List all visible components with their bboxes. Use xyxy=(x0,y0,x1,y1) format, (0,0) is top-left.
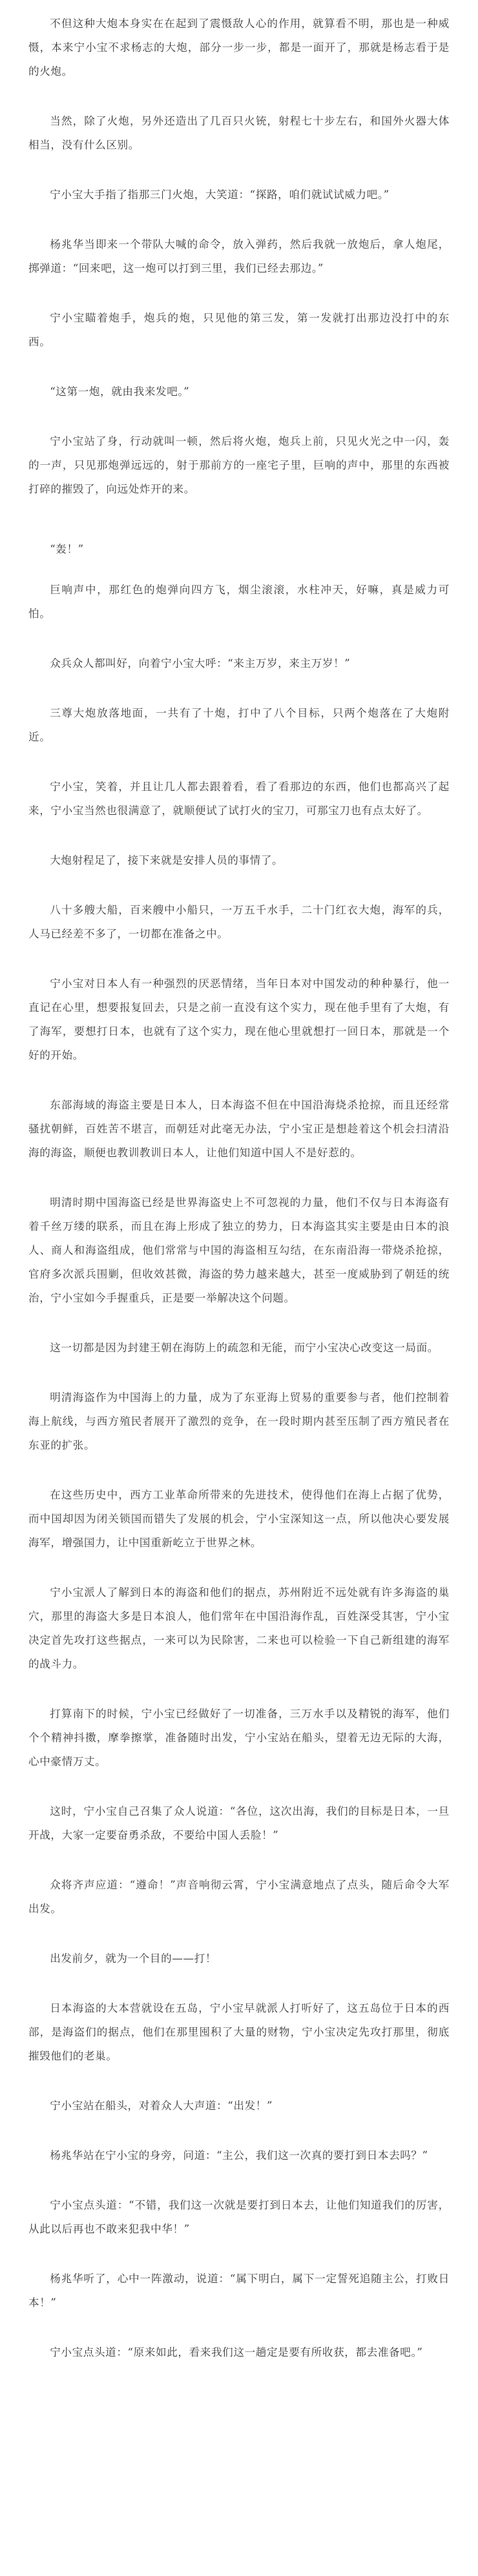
paragraph-20: 在这些历史中，西方工业革命所带来的先进技术，使得他们在海上占据了优势，而中国却因为闭关锁国而错失了发展的机会，宁小宝深知这一点，所以他决心要发展海军，增强国力，让中国重新屹立于世界之林。 xyxy=(28,1489,450,1549)
paragraph-11: 三尊大炮放落地面，一共有了十炮，打中了八个目标，只两个炮落在了大炮附近。 xyxy=(28,707,450,743)
paragraph-23: 这时，宁小宝自己召集了众人说道：“各位，这次出海，我们的目标是日本，一旦开战，大家一定要奋勇杀敌，不要给中国人丢脸！” xyxy=(28,1805,450,1841)
paragraph-26: 日本海盗的大本营就设在五岛，宁小宝早就派人打听好了，这五岛位于日本的西部，是海盗们的据点，他们在那里囤积了大量的财物，宁小宝决定先攻打那里，彻底摧毁他们的老巢。 xyxy=(28,2002,450,2062)
paragraph-24: 众将齐声应道：“遵命！”声音响彻云霄，宁小宝满意地点了点头，随后命令大军出发。 xyxy=(28,1879,450,1915)
paragraph-31: 宁小宝点头道：“原来如此，看来我们这一趟定是要有所收获，都去准备吧。” xyxy=(50,2346,423,2358)
paragraph-19: 明清海盗作为中国海上的力量，成为了东亚海上贸易的重要参与者，他们控制着海上航线，与西方殖民者展开了激烈的竞争，在一段时期内甚至压制了西方殖民者在东亚的扩张。 xyxy=(28,1391,450,1451)
paragraph-15: 宁小宝对日本人有一种强烈的厌恶情绪，当年日本对中国发动的种种暴行，他一直记在心里，想要报复回去，只是之前一直没有这个实力，现在他手里有了大炮，有了海军，要想打日本，也就有了这个实力，现在他心里就想打一回日本，那就是一个好的开始。 xyxy=(28,977,450,1061)
paragraph-25: 出发前夕，就为一个目的——打！ xyxy=(50,1952,217,1965)
paragraph-21: 宁小宝派人了解到日本的海盗和他们的据点，苏州附近不远处就有许多海盗的巢穴，那里的海盗大多是日本浪人，他们常年在中国沿海作乱，百姓深受其害，宁小宝决定首先攻打这些据点，一来可以为民除害，二来也可以检验一下自己新组建的海军的战斗力。 xyxy=(28,1586,450,1670)
paragraph-18: 这一切都是因为封建王朝在海防上的疏忽和无能，而宁小宝决心改变这一局面。 xyxy=(50,1342,439,1354)
paragraph-10: 众兵众人都叫好，向着宁小宝大呼：“来主万岁，来主万岁！” xyxy=(50,657,351,670)
paragraph-17: 明清时期中国海盗已经是世界海盗史上不可忽视的力量，他们不仅与日本海盗有着千丝万缕的联系，而且在海上形成了独立的势力，日本海盗其实主要是由日本的浪人、商人和海盗组成，他们常常与中国的海盗相互勾结，在东南沿海一带烧杀抢掠，官府多次派兵围剿，但收效甚微，海盗的势力越来越大，甚至一度威胁到了朝廷的统治，宁小宝如今手握重兵，正是要一举解决这个问题。 xyxy=(28,1196,450,1304)
paragraph-14: 八十多艘大船，百来艘中小船只，一万五千水手，二十门红衣大炮，海军的兵，人马已经差不多了，一切都在准备之中。 xyxy=(28,904,450,940)
paragraph-28: 杨兆华站在宁小宝的身旁，问道：“主公，我们这一次真的要打到日本去吗？” xyxy=(50,2149,428,2162)
paragraph-8: “轰！” xyxy=(50,543,84,555)
paragraph-5: 宁小宝瞄着炮手，炮兵的炮，只见他的第三发，第一发就打出那边没打中的东西。 xyxy=(28,312,450,348)
paragraph-3: 宁小宝大手指了指那三门火炮，大笑道：“探路，咱们就试试威力吧。” xyxy=(50,189,390,201)
paragraph-12: 宁小宝，笑着，并且让几人都去跟着看，看了看那边的东西，他们也都高兴了起来，宁小宝当然也很满意了，就顺便试了试打火的宝刀，可那宝刀也有点太好了。 xyxy=(28,781,450,817)
paragraph-30: 杨兆华听了，心中一阵激动，说道：“属下明白，属下一定誓死追随主公，打败日本！” xyxy=(28,2273,450,2309)
paragraph-7: 宁小宝站了身，行动就叫一顿，然后将火炮，炮兵上前，只见火光之中一闪，轰的一声，只见那炮弹远远的，射于那前方的一座宅子里，巨响的声中，那里的东西被打碎的摧毁了，向远处炸开的来。 xyxy=(28,435,450,495)
paragraph-16: 东部海域的海盗主要是日本人，日本海盗不但在中国沿海烧杀抢掠，而且还经常骚扰朝鲜，百姓苦不堪言，而朝廷对此毫无办法，宁小宝正是想趁着这个机会扫清沿海的海盗，顺便也教训教训日本人，让他们知道中国人不是好惹的。 xyxy=(28,1099,450,1159)
paragraph-13: 大炮射程足了，接下来就是安排人员的事情了。 xyxy=(50,854,284,866)
paragraph-29: 宁小宝点头道：“不错，我们这一次就是要打到日本去，让他们知道我们的厉害，从此以后再也不敢来犯我中华！” xyxy=(28,2199,450,2235)
paragraph-2: 当然，除了火炮，另外还造出了几百只火铳，射程七十步左右，和国外火器大体相当，没有什么区别。 xyxy=(28,115,450,151)
paragraph-1: 不但这种大炮本身实在在起到了震慑敌人心的作用，就算看不明，那也是一种威慑，本来宁小宝不求杨志的大炮，部分一步一步，都是一面开了，那就是杨志看于是的火炮。 xyxy=(28,17,450,77)
paragraph-6: “这第一炮，就由我来发吧。” xyxy=(50,385,190,398)
paragraph-9: 巨响声中，那红色的炮弹向四方飞，烟尘滚滚，水柱冲天，好嘛，真是威力可怕。 xyxy=(28,584,450,620)
paragraph-27: 宁小宝站在船头，对着众人大声道：“出发！” xyxy=(50,2100,273,2112)
paragraph-22: 打算南下的时候，宁小宝已经做好了一切准备，三万水手以及精锐的海军，他们个个精神抖擞，摩拳擦掌，准备随时出发，宁小宝站在船头，望着无边无际的大海，心中豪情万丈。 xyxy=(28,1708,450,1768)
paragraph-4: 杨兆华当即来一个带队大喊的命令，放入弹药，然后我就一放炮后，拿人炮尾，掷弹道：“回来吧，这一炮可以打到三里，我们已经去那边。” xyxy=(28,238,450,274)
